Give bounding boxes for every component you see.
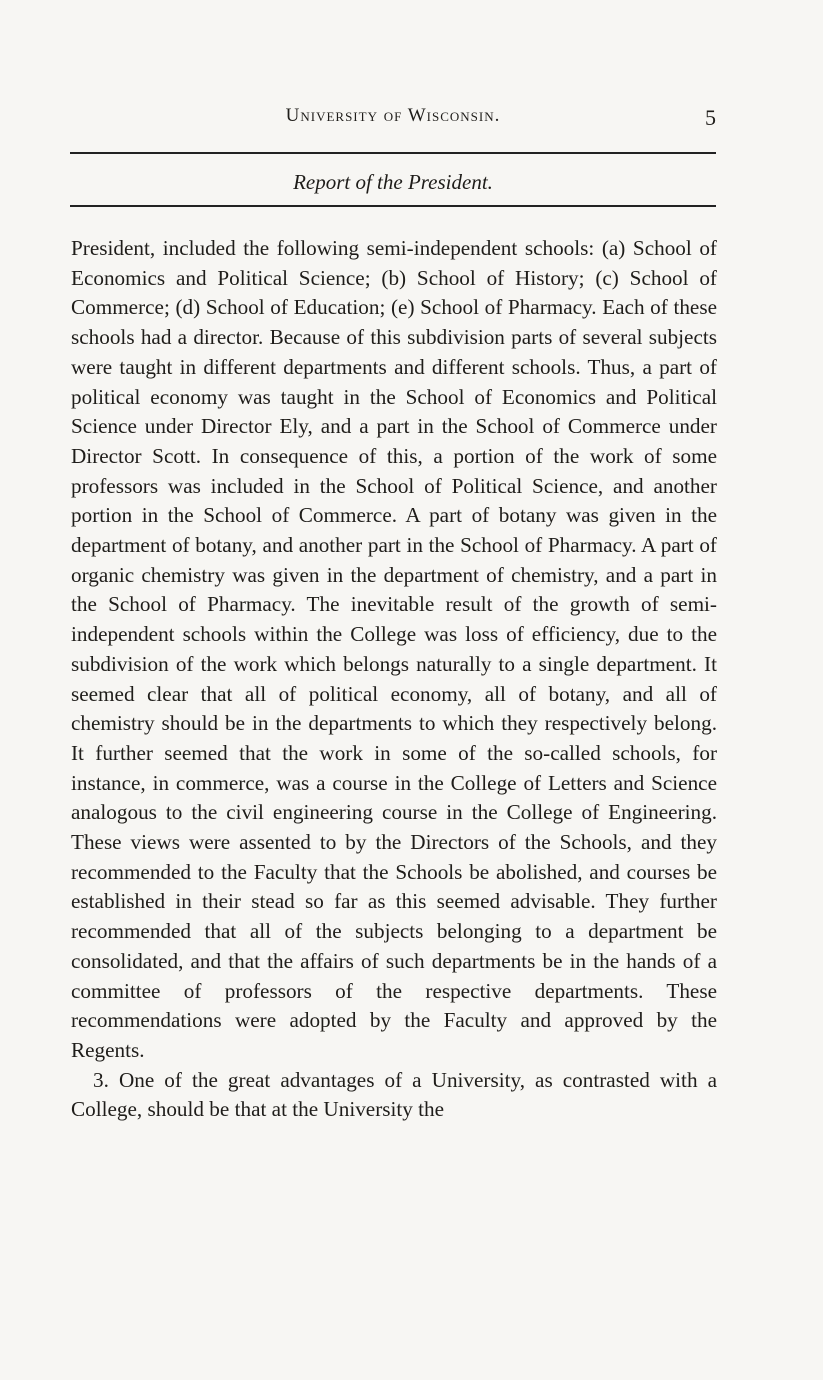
paragraph: President, included the following semi-independent schools: (a) School of Economics and Political Science; (b) School of History; (c) School of Commerce; (d) School of Education; (e) School of Pharmacy. Each of these schools had a director. Because of this subdivision parts of several subjects were taught in different departments and different schools. Thus, a part of political economy was taught in the School of Economics and Political Science under Director Ely, and a part in the School of Commerce under Director Scott. In consequence of this, a portion of the work of some professors was included in the School of Political Science, and another portion in the School of Commerce. A part of botany was given in the department of botany, and another part in the School of Pharmacy. A part of organic chemistry was given in the department of chemistry, and a part in the School of Pharmacy. The inevitable result of the growth of semi-independent schools within the College was loss of efficiency, due to the subdivision of the work which belongs naturally to a single department. It seemed clear that all of political economy, all of botany, and all of chemistry should be in the departments to which they respectively belong. It further seemed that the work in some of the so-called schools, for instance, in commerce, was a course in the College of Letters and Science analogous to the civil engineering course in the College of Engineering. These views were assented to by the Directors of the Schools, and they recommended to the Faculty that the Schools be abolished, and courses be established in their stead so far as this seemed advisable. They further recommended that all of the subjects belonging to a department be consolidated, and that the affairs of such departments be in the hands of a committee of professors of the respective departments. These recommendations were adopted by the Faculty and approved by the Regents.	[71, 236, 717, 1062]
running-title: University of Wisconsin.	[285, 105, 501, 126]
page-number: 5	[705, 105, 716, 130]
section-title: Report of the President.	[293, 170, 493, 194]
top-rule	[70, 152, 716, 154]
body-text	[71, 234, 717, 1125]
bottom-rule	[70, 205, 716, 207]
running-head	[70, 105, 716, 135]
paragraph: 3. One of the great advantages of a University, as contrasted with a College, should be that at the University the	[71, 1067, 717, 1122]
